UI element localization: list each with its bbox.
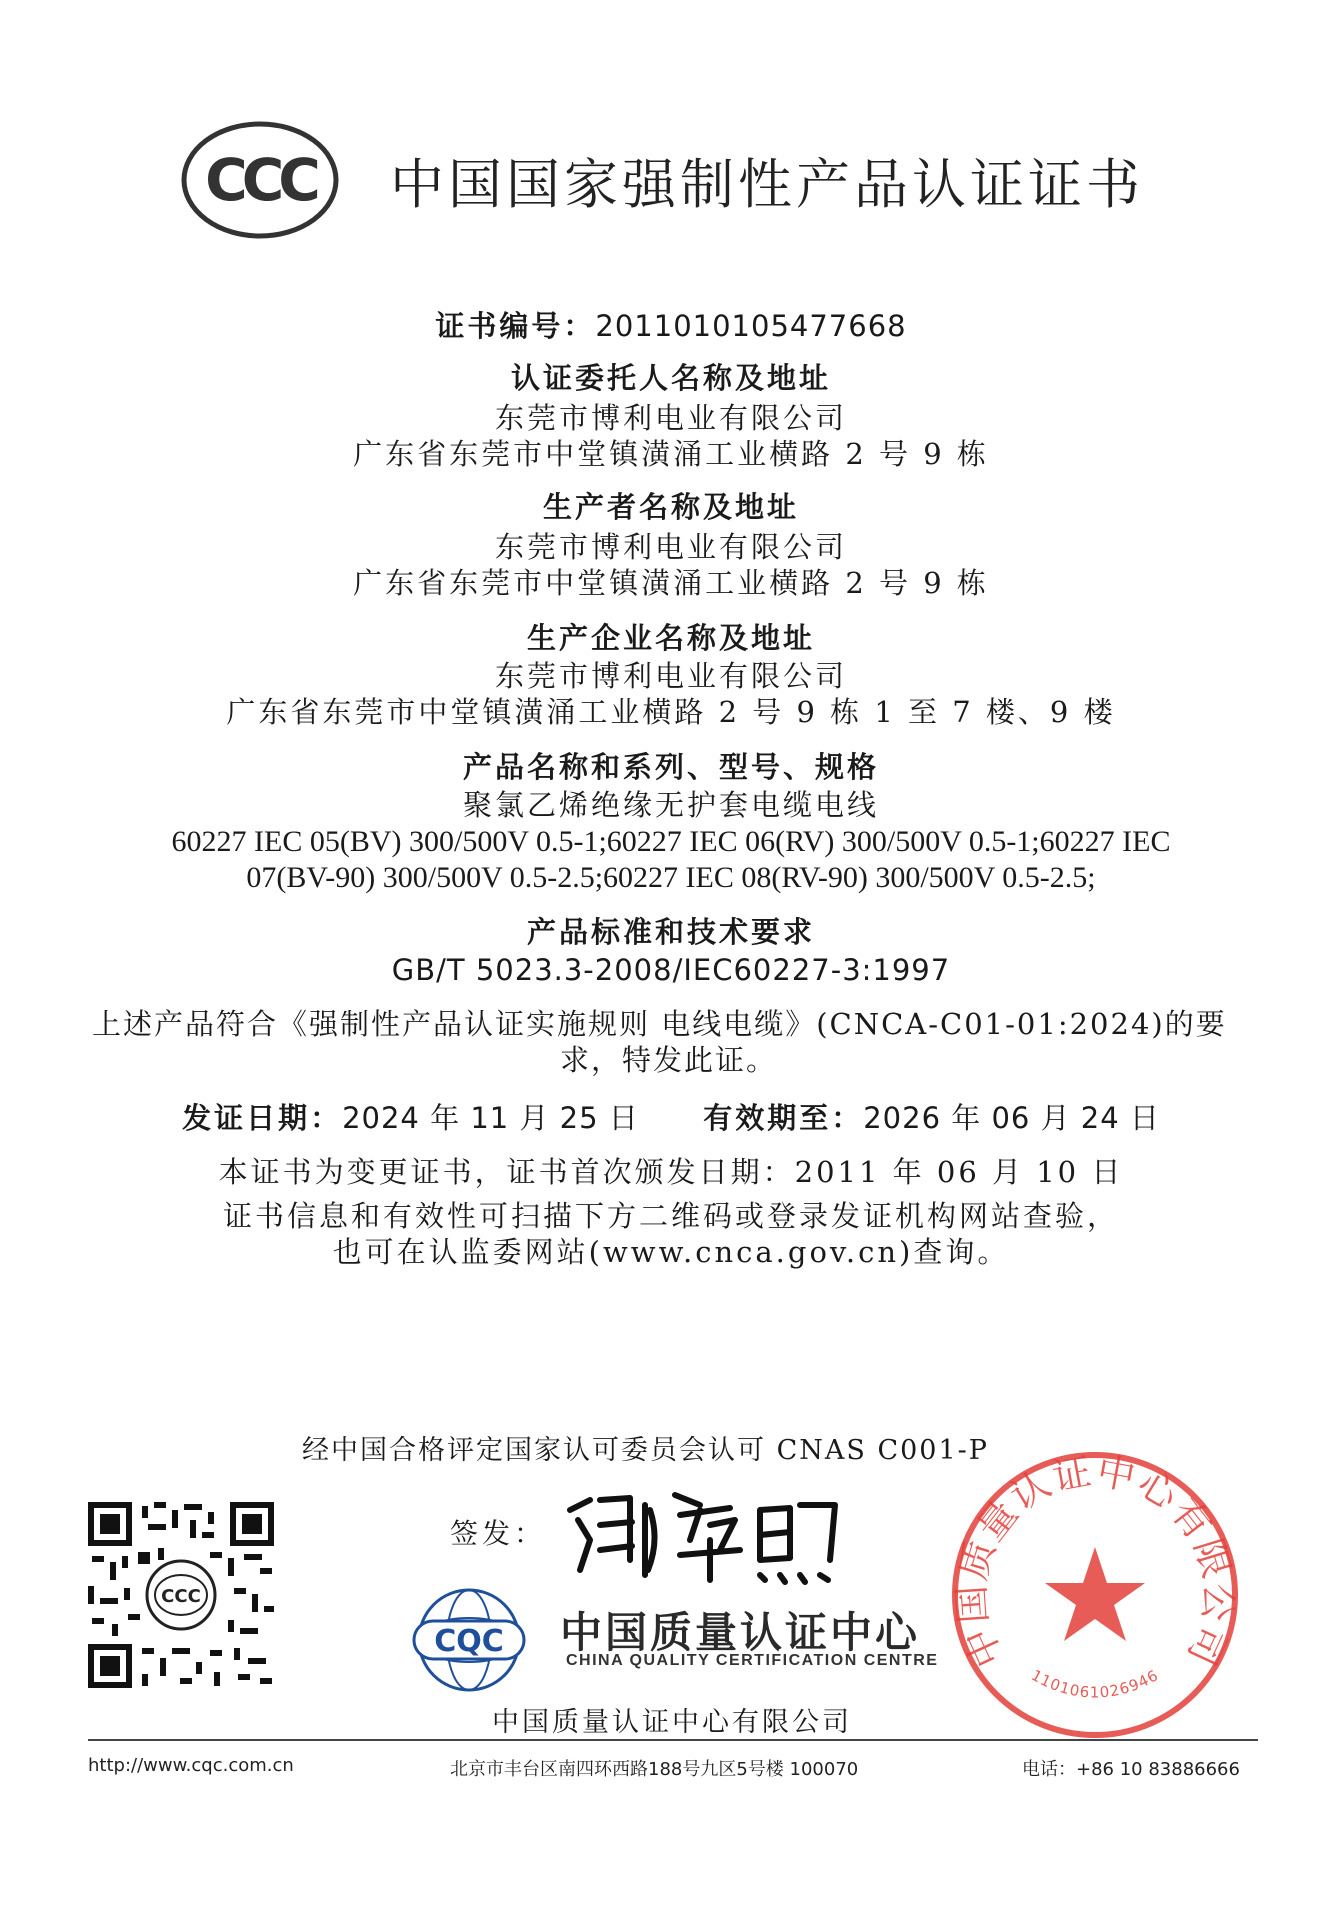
footer-address: 北京市丰台区南四环西路188号九区5号楼 100070 [450, 1759, 859, 1780]
valid-until-date: 2026 年 06 月 24 日 [863, 1101, 1160, 1135]
stamp-star-icon [1045, 1547, 1145, 1641]
sign-label: 签发： [450, 1517, 547, 1550]
conformity-line-2: 求，特发此证。 [560, 1043, 778, 1077]
signature [560, 1480, 850, 1590]
ccc-mark-logo [180, 120, 340, 240]
issue-date: 2024 年 11 月 25 日 [342, 1101, 639, 1135]
applicant-address: 广东省东莞市中堂镇潢涌工业横路 2 号 9 栋 [353, 437, 989, 471]
factory-heading: 生产企业名称及地址 [526, 621, 815, 655]
footer-website-link[interactable]: http://www.cqc.com.cn [88, 1755, 294, 1776]
manufacturer-address: 广东省东莞市中堂镇潢涌工业横路 2 号 9 栋 [353, 566, 989, 600]
conformity-line-1: 上述产品符合《强制性产品认证实施规则 电线电缆》(CNCA-C01-01:2024)的要 [92, 1007, 1227, 1041]
ccc-logo-text: CCC [205, 146, 315, 214]
manufacturer-name: 东莞市博利电业有限公司 [494, 530, 847, 564]
svg-text:中国质量认证中心有限公司: 中国质量认证中心有限公司 [948, 1448, 1242, 1674]
factory-address: 广东省东莞市中堂镇潢涌工业横路 2 号 9 栋 1 至 7 楼、9 楼 [226, 695, 1116, 729]
certificate-number: 2011010105477668 [595, 309, 907, 343]
cqc-logo [404, 1585, 534, 1695]
footer-divider [88, 1739, 1258, 1741]
certificate-number-label: 证书编号： [435, 309, 596, 343]
factory-name: 东莞市博利电业有限公司 [494, 659, 847, 693]
valid-until-label: 有效期至： [703, 1101, 864, 1135]
product-name: 聚氯乙烯绝缘无护套电缆电线 [462, 788, 879, 822]
manufacturer-heading: 生产者名称及地址 [542, 490, 799, 524]
verify-note-line-1: 证书信息和有效性可扫描下方二维码或登录发证机构网站查验， [222, 1199, 1119, 1233]
product-models-line-1: 60227 IEC 05(BV) 300/500V 0.5-1;60227 IEC 06(RV) 300/500V 0.5-1;60227 IEC [171, 825, 1171, 858]
org-name-chinese: 中国质量认证中心 [560, 1608, 921, 1657]
issue-date-label: 发证日期： [182, 1101, 343, 1135]
applicant-name: 东莞市博利电业有限公司 [494, 401, 847, 435]
footer-phone: 电话：+86 10 83886666 [1022, 1759, 1240, 1780]
svg-text:1101061026946: 1101061026946 [1028, 1666, 1162, 1702]
accreditation-note: 经中国合格评定国家认可委员会认可 CNAS C001-P [302, 1435, 989, 1466]
product-models-line-2: 07(BV-90) 300/500V 0.5-2.5;60227 IEC 08(RV-90) 300/500V 0.5-2.5; [246, 861, 1096, 894]
document-title: 中国国家强制性产品认证证书 [390, 153, 1144, 216]
change-note: 本证书为变更证书，证书首次颁发日期：2011 年 06 月 10 日 [218, 1155, 1124, 1189]
official-seal-stamp [945, 1445, 1245, 1745]
certificate-number-row [0, 306, 1342, 346]
standard-value: GB/T 5023.3-2008/IEC60227-3:1997 [391, 953, 951, 987]
qr-center-logo-text: CCC [161, 1586, 201, 1607]
qr-code[interactable] [88, 1502, 274, 1688]
org-name-english: CHINA QUALITY CERTIFICATION CENTRE [566, 1652, 939, 1669]
product-heading: 产品名称和系列、型号、规格 [462, 750, 879, 784]
standard-heading: 产品标准和技术要求 [526, 915, 815, 949]
cqc-logo-text: CQC [434, 1624, 504, 1659]
applicant-heading: 认证委托人名称及地址 [510, 361, 831, 395]
org-company-name: 中国质量认证中心有限公司 [492, 1707, 852, 1738]
verify-note-line-2: 也可在认监委网站(www.cnca.gov.cn)查询。 [332, 1235, 1010, 1269]
dates-row [0, 1098, 1342, 1138]
